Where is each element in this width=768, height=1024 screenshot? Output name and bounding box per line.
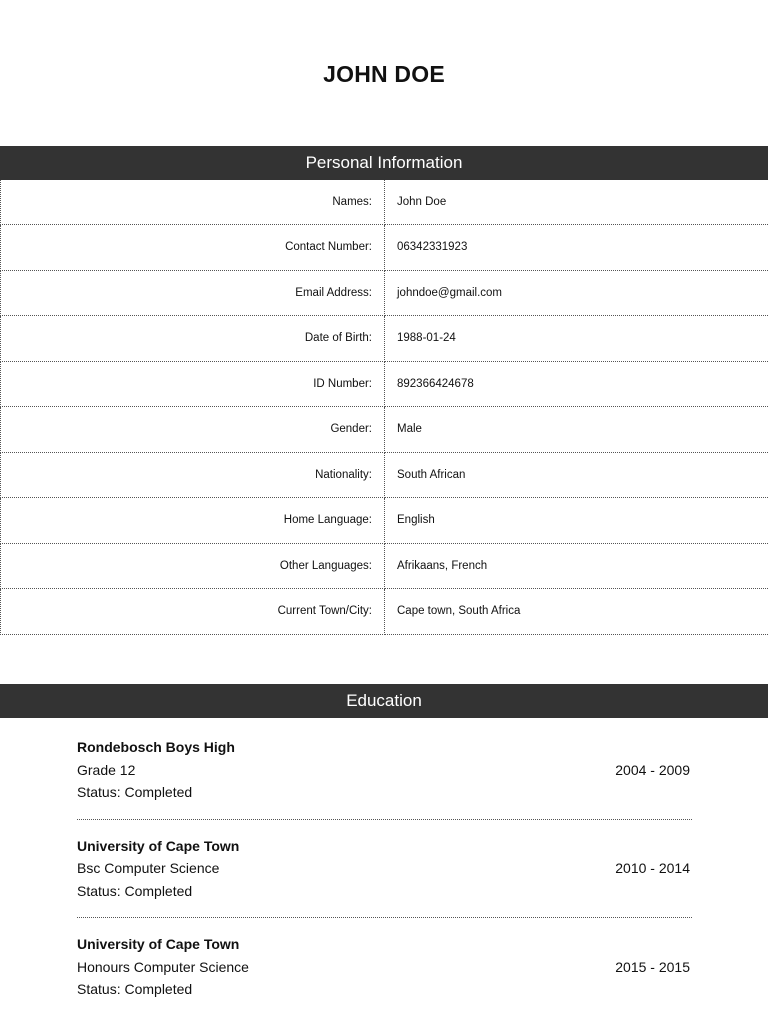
school-name: Rondebosch Boys High xyxy=(77,739,235,755)
education-entry xyxy=(77,736,692,804)
field-value: johndoe@gmail.com xyxy=(385,270,768,316)
education-entry xyxy=(77,835,692,903)
table-row xyxy=(1,589,768,635)
school-name: University of Cape Town xyxy=(77,837,240,854)
table-row xyxy=(1,180,768,225)
field-label: Names: xyxy=(1,180,385,225)
education-entry xyxy=(77,933,692,1001)
status: Status: Completed xyxy=(77,882,193,899)
field-label: Home Language: xyxy=(1,498,385,544)
field-value: Male xyxy=(385,407,768,453)
qualification: Bsc Computer Science xyxy=(77,860,220,876)
table-row xyxy=(1,498,768,544)
table-row xyxy=(1,407,768,453)
field-label: Current Town/City: xyxy=(1,589,385,635)
school-name: University of Cape Town xyxy=(77,936,240,952)
table-row xyxy=(1,225,768,271)
qualification: Grade 12 xyxy=(77,761,136,778)
years: 2010 - 2014 xyxy=(615,860,690,876)
status: Status: Completed xyxy=(77,784,193,800)
years: 2004 - 2009 xyxy=(615,761,690,778)
field-value: Afrikaans, French xyxy=(385,543,768,589)
page-title: JOHN DOE xyxy=(323,61,445,87)
table-row xyxy=(1,270,768,316)
field-value: 892366424678 xyxy=(385,361,768,407)
field-value: 06342331923 xyxy=(385,225,768,271)
field-value: English xyxy=(385,498,768,544)
personal-information-header: Personal Information xyxy=(0,146,768,180)
field-label: Other Languages: xyxy=(1,543,385,589)
divider xyxy=(77,819,692,820)
field-value: 1988-01-24 xyxy=(385,316,768,362)
field-label: Email Address: xyxy=(1,270,385,316)
table-row xyxy=(1,452,768,498)
qualification: Honours Computer Science xyxy=(77,958,249,975)
table-row xyxy=(1,543,768,589)
years: 2015 - 2015 xyxy=(615,958,690,975)
field-label: Contact Number: xyxy=(1,225,385,271)
table-row xyxy=(1,361,768,407)
personal-information-table xyxy=(0,180,768,635)
field-label: ID Number: xyxy=(1,361,385,407)
education-header: Education xyxy=(0,684,768,718)
divider xyxy=(77,917,692,918)
table-row xyxy=(1,316,768,362)
field-value: Cape town, South Africa xyxy=(385,589,768,635)
status: Status: Completed xyxy=(77,981,193,997)
field-label: Date of Birth: xyxy=(1,316,385,362)
field-value: South African xyxy=(385,452,768,498)
field-value: John Doe xyxy=(385,180,768,225)
education-list xyxy=(77,736,692,1001)
field-label: Gender: xyxy=(1,407,385,453)
field-label: Nationality: xyxy=(1,452,385,498)
